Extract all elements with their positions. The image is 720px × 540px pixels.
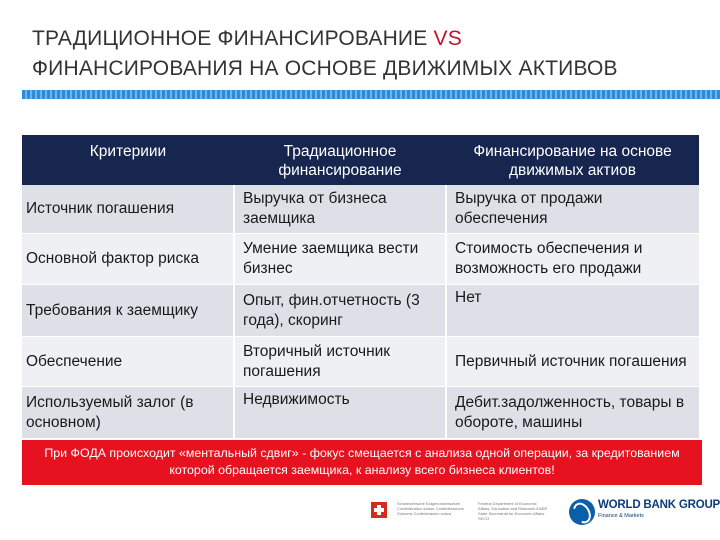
table-row [22, 185, 699, 233]
movable-cell: Дебит.задолженность, товары в обороте, машины [446, 386, 699, 438]
movable-cell: Первичный источник погашения [446, 336, 699, 386]
seco-logo-text-1: Schweizerische Eidgenossenschaft Confédération suisse Confederazione Svizzera Confederaziun svizra [397, 501, 464, 516]
criteria-cell: Источник погашения [22, 185, 234, 233]
table-row [22, 233, 699, 284]
movable-cell: Нет [446, 284, 699, 336]
table-row [22, 336, 699, 386]
title-vs: VS [433, 27, 462, 50]
criteria-cell: Основной фактор риска [22, 233, 234, 284]
criteria-cell: Требования к заемщику [22, 284, 234, 336]
criteria-cell: Используемый залог (в основном) [22, 386, 234, 438]
key-message-banner: При ФОДА происходит «ментальный сдвиг» - фокус смещается с анализа одной операции, за кредитованием которой обращается заемщика, к анализу всего бизнеса клиентов! [22, 440, 702, 485]
world-bank-globe-icon [569, 499, 595, 525]
traditional-cell: Умение заемщика вести бизнес [234, 233, 446, 284]
world-bank-subtitle: Finance & Markets [598, 513, 644, 519]
title-line2: ФИНАНСИРОВАНИЯ НА ОСНОВЕ ДВИЖИМЫХ АКТИВОВ [32, 57, 618, 80]
header-criteria: Критериии [22, 135, 234, 185]
page-title [32, 24, 692, 84]
table-row [22, 284, 699, 336]
table-row [22, 386, 699, 438]
traditional-cell: Вторичный источник погашения [234, 336, 446, 386]
traditional-cell: Опыт, фин.отчетность (3 года), скоринг [234, 284, 446, 336]
criteria-cell: Обеспечение [22, 336, 234, 386]
seco-logo-text-2: Federal Department of Economic Affairs, Education and Research EAER State Secretariat for Economic Affairs SECO [478, 501, 548, 521]
comparison-table [22, 135, 699, 439]
title-line1: ТРАДИЦИОННОЕ ФИНАНСИРОВАНИЕ [32, 27, 428, 50]
header-movable-assets: Финансирование на основе движимых актиов [446, 135, 699, 185]
table-header-row [22, 135, 699, 185]
header-traditional: Традиационное финансирование [234, 135, 446, 185]
traditional-cell: Выручка от бизнеса заемщика [234, 185, 446, 233]
world-bank-name: WORLD BANK GROUP [598, 499, 720, 511]
title-divider [22, 90, 720, 99]
movable-cell: Стоимость обеспечения и возможность его продажи [446, 233, 699, 284]
traditional-cell: Недвижимость [234, 386, 446, 438]
movable-cell: Выручка от продажи обеспечения [446, 185, 699, 233]
swiss-flag-icon [371, 502, 387, 518]
